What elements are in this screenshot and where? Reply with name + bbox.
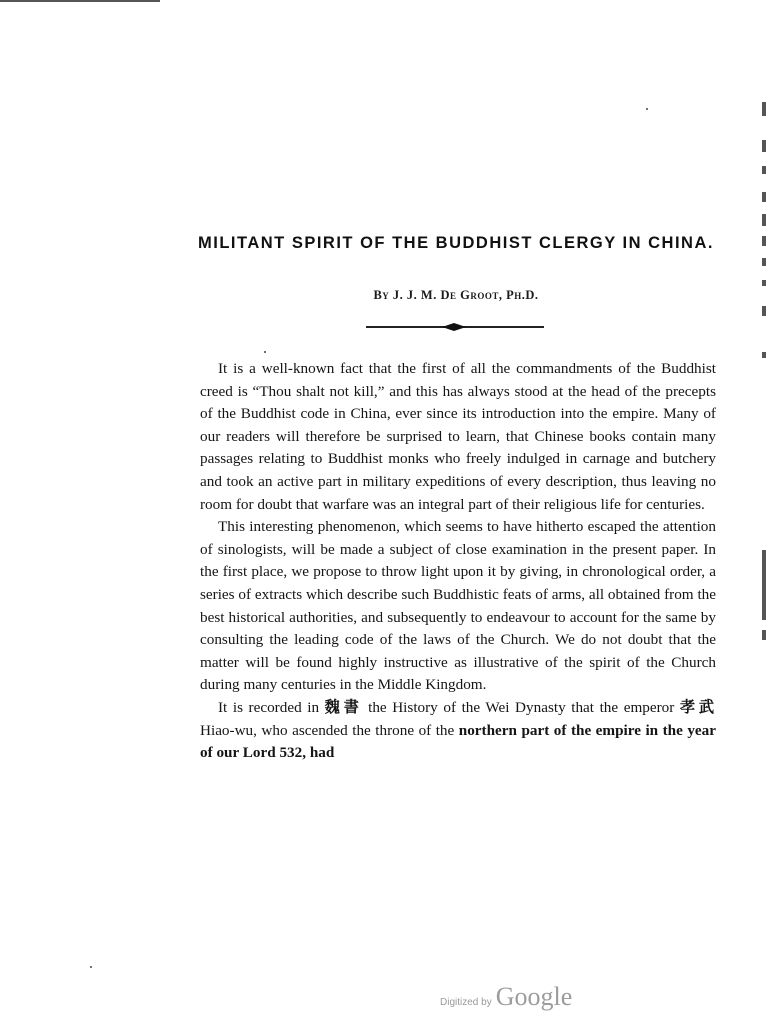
scan-edge-marks [756, 96, 766, 656]
google-logo: Google [495, 982, 573, 1011]
paragraph-text: Hiao-wu, who ascended the throne of the [200, 721, 459, 739]
paragraph: It is a well-known fact that the first of all the commandments of the Buddhist creed is “Thou shalt not kill,” and this has always stood at the head of the precepts of the Buddhist code in China, ever since its introduction into the empire. Many of our readers will therefore be surprised to learn, that Chinese books contain many passages relating to Buddhist monks who freely indulged in carnage and butchery and took an active part in military expeditions of every description, thus leaving no room for doubt that warfare was an integral part of their religious life for centuries. [200, 360, 716, 513]
scan-speck [90, 966, 92, 968]
top-edge-rule [0, 0, 160, 2]
paragraph-text: the History of the Wei Dynasty that the emperor [362, 698, 680, 716]
title-ornament-rule [366, 320, 544, 334]
chinese-characters-wei-shu: 魏書 [324, 698, 363, 716]
paragraph-text-bold: northern part of the empire in the year of our Lord 532, had [200, 721, 717, 762]
chinese-characters-hiao-wu: 孝武 [679, 698, 717, 716]
scan-speck [264, 351, 266, 353]
scan-speck [646, 108, 648, 110]
digitized-by-google-watermark [440, 982, 620, 1016]
article-body [200, 358, 716, 765]
paragraph-text: It is recorded in [218, 698, 325, 716]
watermark-prefix: Digitized by [440, 997, 492, 1008]
paragraph [200, 697, 716, 765]
paragraph: This interesting phenomenon, which seems to have hitherto escaped the attention of sinologists, will be made a subject of close examination in the present paper. In the first place, we propose to throw light upon it by giving, in chronological order, a series of extracts which describe such Buddhistic feats of arms, all obtained from the best historical authorities, and subsequently to endeavour to account for the same by consulting the leading code of the laws of the Church. We do not doubt that the matter will be found highly instructive as illustrative of the spirit of the Church during many centuries in the Middle Kingdom. [200, 518, 716, 694]
article-title: MILITANT SPIRIT OF THE BUDDHIST CLERGY IN CHINA. [198, 234, 714, 252]
article-byline: By J. J. M. De Groot, Ph.D. [373, 288, 539, 302]
